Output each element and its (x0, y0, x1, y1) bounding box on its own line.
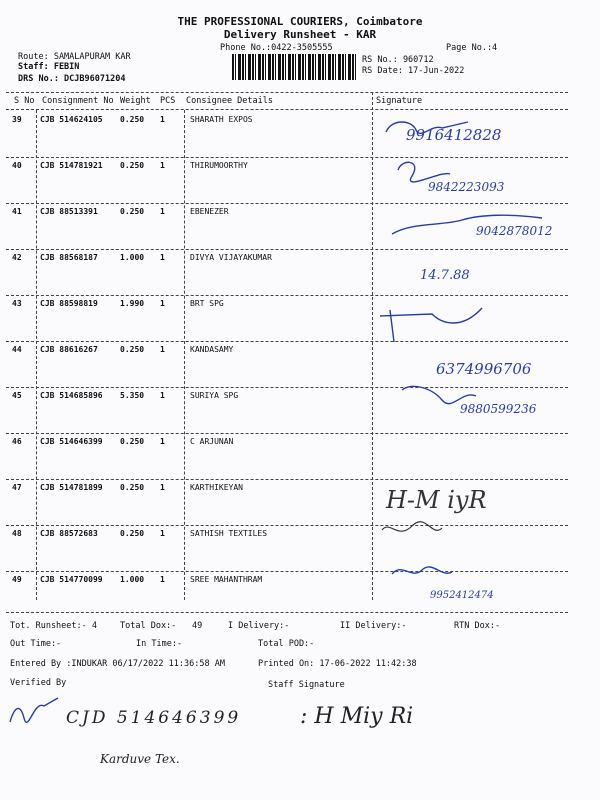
row-consignee: SURIYA SPG (190, 391, 239, 400)
handwritten-signature-note: : H Miy Ri (300, 704, 414, 729)
row-signature: 9842223093 (428, 180, 505, 194)
phone-number: Phone No.:0422-3505555 (220, 43, 333, 53)
row-signature: 6374996706 (436, 360, 532, 378)
staff: Staff: FEBIN (18, 62, 80, 72)
row-consignment: CJB 88616267 (40, 345, 98, 354)
in-time: In Time:- (136, 639, 183, 649)
row-signature: 9952412474 (430, 590, 494, 601)
row-pcs: 1 (160, 115, 165, 124)
row-consignment: CJB 88572683 (40, 529, 98, 538)
row-sno: 44 (12, 345, 22, 354)
row-weight: 1.000 (120, 253, 145, 262)
row-signature: 9042878012 (476, 224, 553, 238)
row-weight: 5.350 (120, 391, 145, 400)
out-time: Out Time:- (10, 639, 62, 649)
verifier-signature-scribble (4, 690, 64, 730)
drs-number: DRS No.: DCJB96071204 (18, 74, 126, 84)
row-sno: 43 (12, 299, 22, 308)
row-pcs: 1 (160, 345, 165, 354)
row-weight: 0.250 (120, 437, 145, 446)
entered-by: Entered By :INDUKAR 06/17/2022 11:36:58 AM (10, 659, 225, 669)
row-weight: 0.250 (120, 529, 145, 538)
rs-number: RS No.: 960712 (362, 55, 434, 65)
row-consignee: KANDASAMY (190, 345, 234, 354)
handwritten-consignment-note: CJD 514646399 (66, 708, 242, 728)
row-sno: 48 (12, 529, 22, 538)
row-sno: 40 (12, 161, 22, 170)
row-weight: 0.250 (120, 483, 145, 492)
col-header-signature: Signature (376, 96, 423, 106)
page-number: Page No.:4 (446, 43, 498, 53)
row-consignment: CJB 88513391 (40, 207, 98, 216)
verified-by: Verified By (10, 678, 67, 688)
row-sno: 42 (12, 253, 22, 262)
row-weight: 0.250 (120, 207, 145, 216)
row-consignment: CJB 514781921 (40, 161, 103, 170)
row-consignment: CJB 514770099 (40, 575, 103, 584)
row-sno: 47 (12, 483, 22, 492)
row-pcs: 1 (160, 575, 165, 584)
barcode (232, 54, 358, 80)
rs-date: RS Date: 17-Jun-2022 (362, 66, 465, 76)
row-sno: 49 (12, 575, 22, 584)
row-signature: 14.7.88 (420, 268, 470, 283)
col-header-sno: S No (14, 96, 35, 106)
printed-on: Printed On: 17-06-2022 11:42:38 (258, 659, 417, 669)
total-dox-label: Total Dox:- (120, 621, 177, 631)
row-weight: 0.250 (120, 345, 145, 354)
row-consignee: BRT SPG (190, 299, 224, 308)
row-consignee: KARTHIKEYAN (190, 483, 243, 492)
row-sno: 41 (12, 207, 22, 216)
row-sno: 46 (12, 437, 22, 446)
rtn-dox: RTN Dox:- (454, 621, 501, 631)
company-title: THE PROFESSIONAL COURIERS, Coimbatore (177, 15, 423, 28)
staff-signature: Staff Signature (268, 680, 345, 690)
row-pcs: 1 (160, 529, 165, 538)
row-consignee: SHARATH EXPOS (190, 115, 253, 124)
col-header-consignment: Consignment No (42, 96, 114, 106)
document-title: Delivery Runsheet - KAR (223, 28, 377, 41)
signature-scribbles (372, 110, 572, 610)
row-consignee: EBENEZER (190, 207, 229, 216)
total-pod: Total POD:- (258, 639, 315, 649)
row-consignment: CJB 514624105 (40, 115, 103, 124)
row-signature: 9916412828 (406, 126, 502, 144)
col-header-pcs: PCS (160, 96, 176, 106)
row-consignment: CJB 88568187 (40, 253, 98, 262)
route: Route: SAMALAPURAM KAR (18, 52, 131, 62)
row-weight: 0.250 (120, 161, 145, 170)
total-dox-value: 49 (192, 621, 203, 631)
row-signature: 9880599236 (460, 402, 537, 416)
row-weight: 1.990 (120, 299, 145, 308)
total-runsheet: Tot. Runsheet:- 4 (10, 621, 97, 631)
row-weight: 0.250 (120, 115, 145, 124)
row-consignment: CJB 514685896 (40, 391, 103, 400)
row-sno: 39 (12, 115, 22, 124)
ii-delivery: II Delivery:- (340, 621, 407, 631)
i-delivery: I Delivery:- (228, 621, 290, 631)
row-pcs: 1 (160, 483, 165, 492)
col-header-weight: Weight (120, 96, 151, 106)
handwritten-text-note: Karduve Tex. (100, 752, 180, 766)
row-consignee: THIRUMOORTHY (190, 161, 248, 170)
row-pcs: 1 (160, 299, 165, 308)
row-pcs: 1 (160, 437, 165, 446)
row-consignee: C ARJUNAN (190, 437, 234, 446)
col-header-consignee: Consignee Details (186, 96, 273, 106)
row-weight: 1.000 (120, 575, 145, 584)
row-pcs: 1 (160, 207, 165, 216)
row-sno: 45 (12, 391, 22, 400)
row-consignee: SATHISH TEXTILES (190, 529, 268, 538)
row-consignment: CJB 514781899 (40, 483, 103, 492)
row-consignee: DIVYA VIJAYAKUMAR (190, 253, 272, 262)
row-signature: H-M iyR (386, 486, 487, 514)
row-consignment: CJB 88598819 (40, 299, 98, 308)
row-consignment: CJB 514646399 (40, 437, 103, 446)
row-pcs: 1 (160, 253, 165, 262)
row-consignee: SREE MAHANTHRAM (190, 575, 263, 584)
row-pcs: 1 (160, 161, 165, 170)
row-pcs: 1 (160, 391, 165, 400)
